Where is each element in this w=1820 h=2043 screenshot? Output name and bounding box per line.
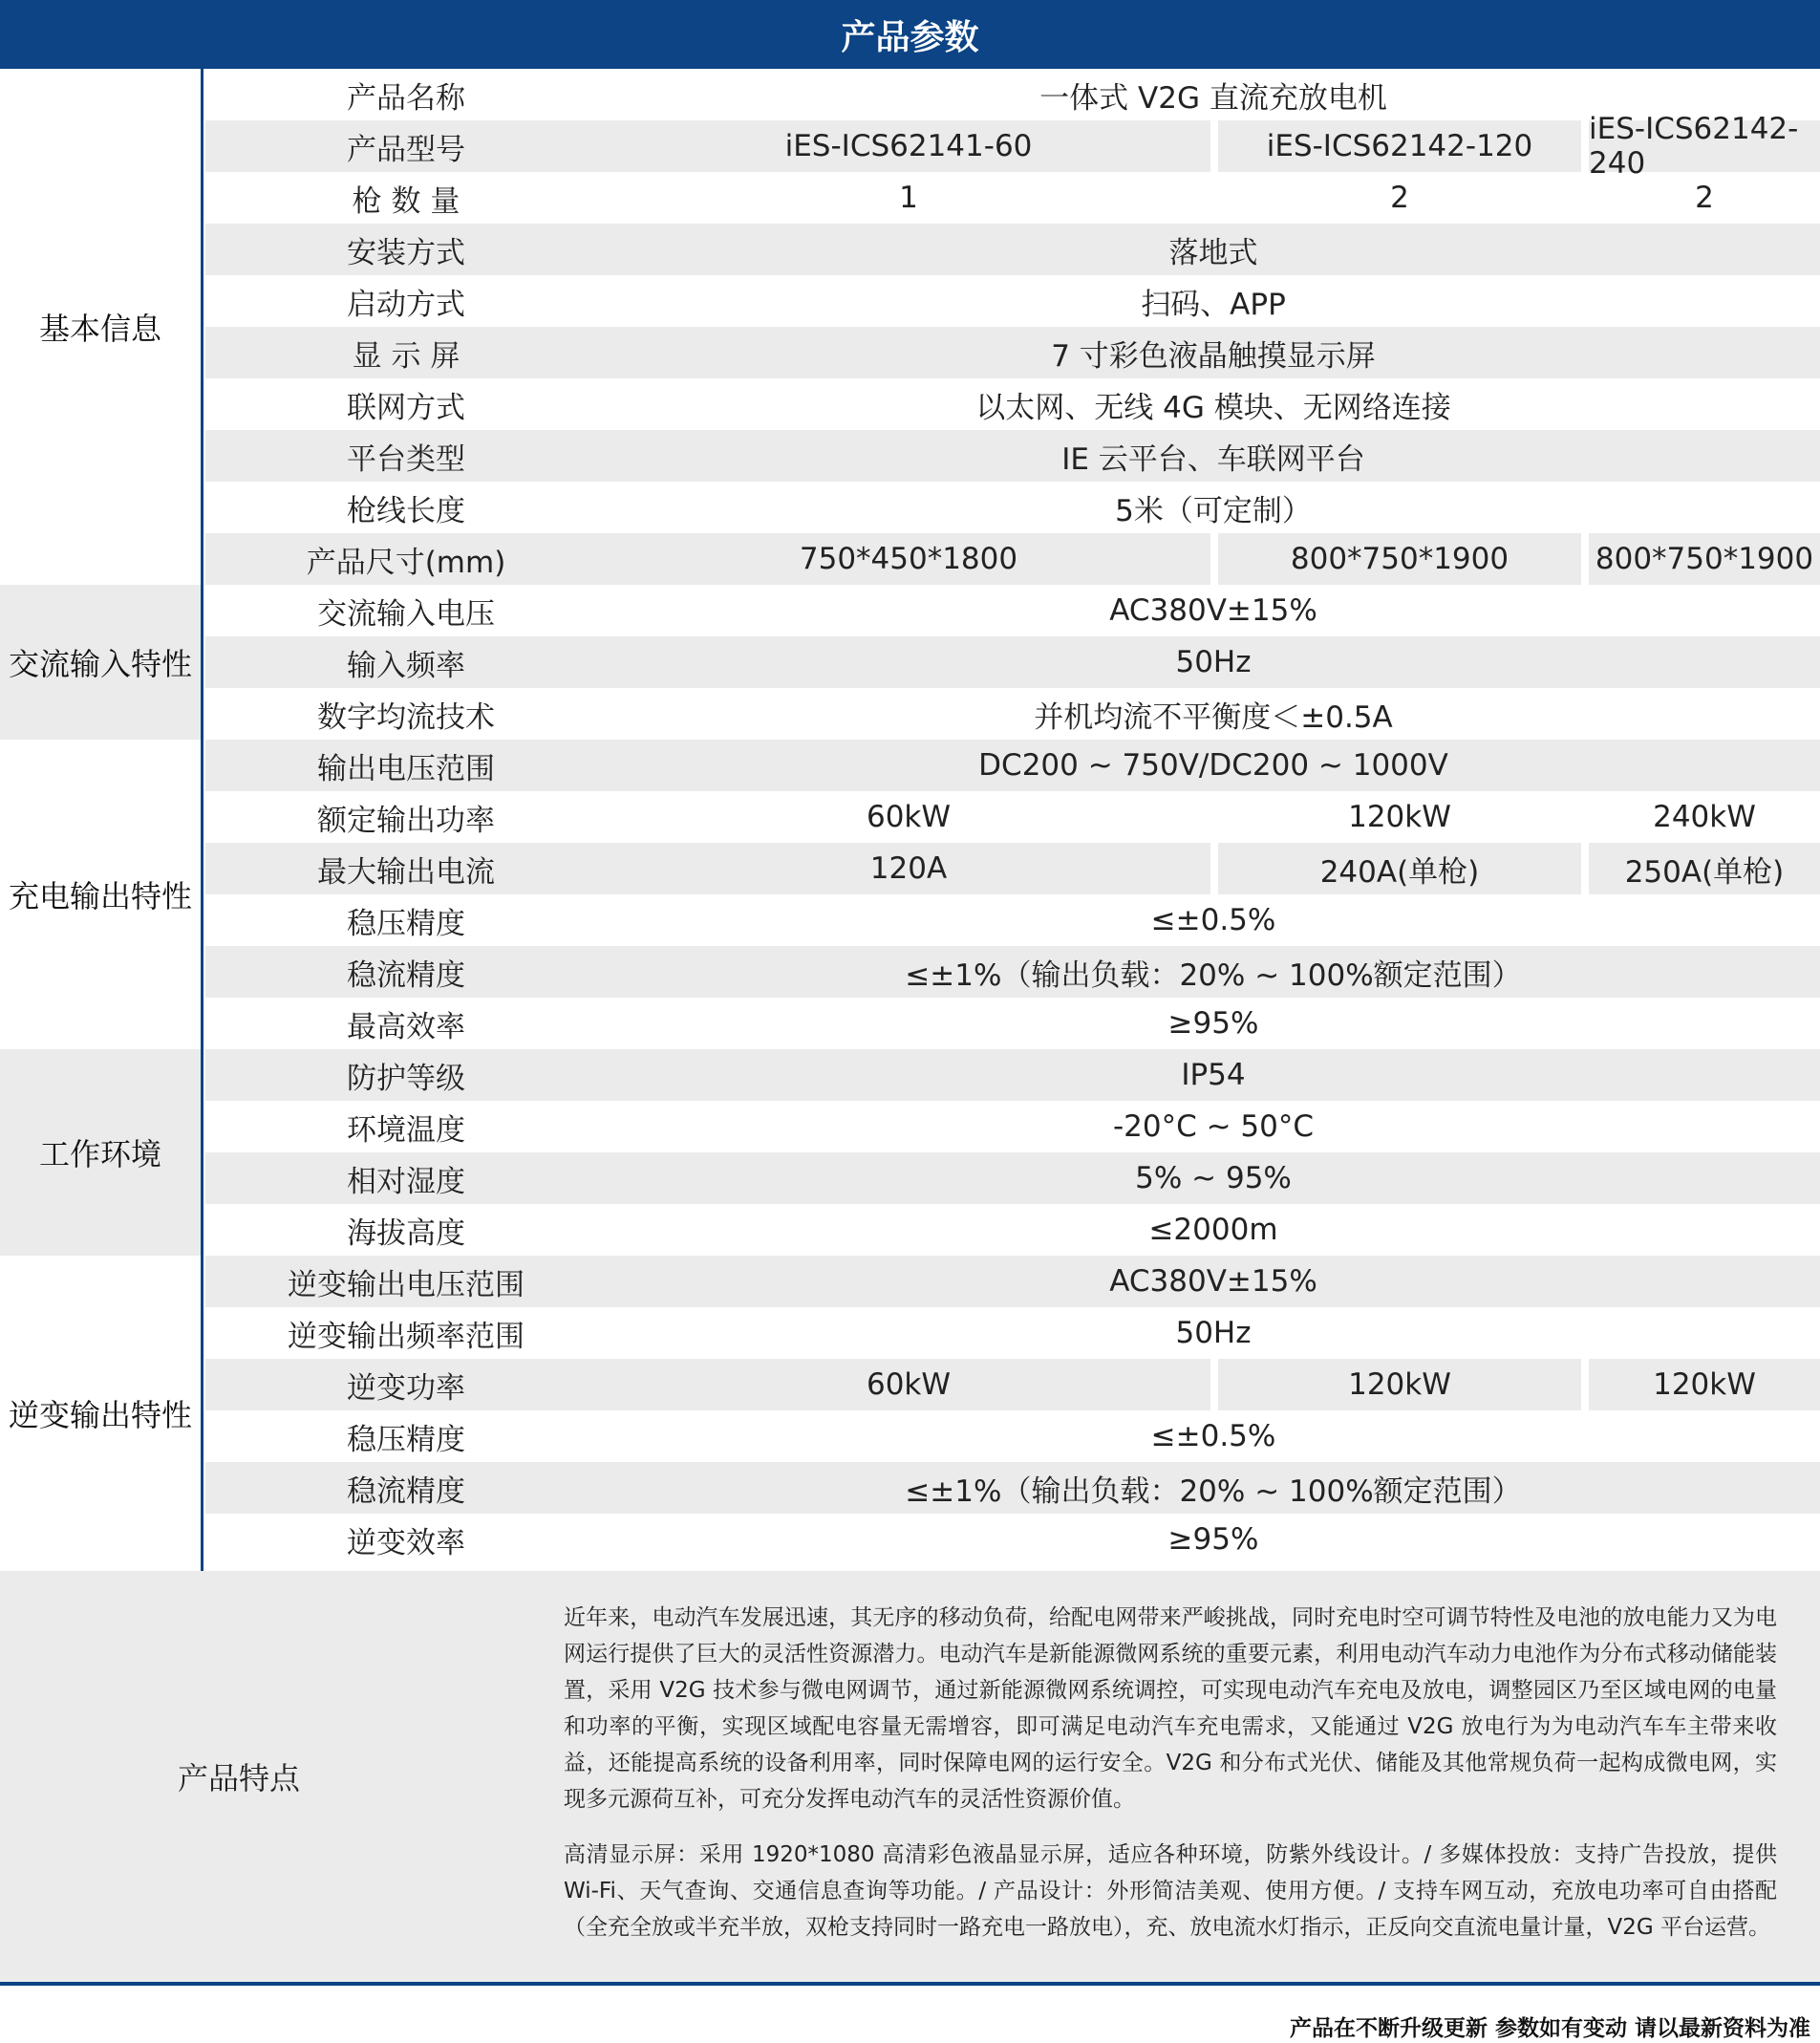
param-value: 一体式 V2G 直流充放电机 — [1039, 80, 1387, 116]
param-label: 相对湿度 — [347, 1164, 465, 1199]
product-features — [0, 1571, 1820, 1986]
category-charge-output: 充电输出特性 — [0, 740, 203, 1049]
table-row — [205, 1152, 1820, 1204]
param-value: ≤±1%（输出负载：20% ~ 100%额定范围） — [905, 1473, 1522, 1509]
table-row — [205, 1359, 1820, 1410]
table-row — [205, 1256, 1820, 1307]
param-label: 启动方式 — [347, 287, 465, 322]
param-value-model-3: 120kW — [1653, 1367, 1756, 1402]
table-row — [205, 740, 1820, 791]
table-row — [205, 430, 1820, 482]
param-label: 安装方式 — [347, 235, 465, 270]
param-value: ≥95% — [1167, 1522, 1259, 1557]
category-basic-info: 基本信息 — [0, 69, 203, 585]
column-divider — [1210, 120, 1218, 172]
param-value: ≥95% — [1167, 1006, 1259, 1041]
param-value: ≤±1%（输出负载：20% ~ 100%额定范围） — [905, 957, 1522, 993]
param-value-model-1: 750*450*1800 — [799, 542, 1018, 576]
column-divider — [1581, 843, 1589, 894]
param-label: 交流输入电压 — [317, 596, 495, 632]
param-value: 7 寸彩色液晶触摸显示屏 — [1051, 338, 1376, 374]
param-value-model-2: 2 — [1390, 181, 1409, 215]
features-paragraph-2: 高清显示屏：采用 1920*1080 高清彩色液晶显示屏，适应各种环境，防紫外线设计。/ 多媒体投放：支持广告投放，提供 Wi-Fi、天气查询、交通信息查询等功能。/ 产品设计：外形简洁美观、使用方便。/ 支持车网互动，充放电功率可自由搭配（全充全放或半充半放，双枪支持同时一路充电一路放电），充、放电流水灯指示，正反向交直流电量计量，V2G 平台运营。 — [564, 1842, 1777, 1940]
param-label: 逆变输出电压范围 — [288, 1267, 525, 1302]
table-row — [205, 1049, 1820, 1101]
table-row — [205, 1307, 1820, 1359]
param-label: 枪 数 量 — [352, 183, 460, 219]
param-value: 5% ~ 95% — [1135, 1161, 1292, 1195]
category-environment: 工作环境 — [0, 1049, 203, 1256]
param-value-model-2: 120kW — [1348, 800, 1451, 834]
param-value: IE 云平台、车联网平台 — [1061, 441, 1365, 477]
param-label: 额定输出功率 — [317, 803, 495, 838]
table-row — [205, 843, 1820, 894]
table-row — [205, 482, 1820, 533]
table-row — [205, 1204, 1820, 1256]
param-label: 最大输出电流 — [317, 854, 495, 890]
param-value-model-3: 800*750*1900 — [1595, 542, 1814, 576]
param-value-model-2: iES-ICS62142-120 — [1266, 129, 1533, 163]
param-value: AC380V±15% — [1109, 593, 1317, 628]
features-label: 产品特点 — [177, 1760, 300, 1796]
param-value: 50Hz — [1175, 1316, 1252, 1350]
param-value: -20°C ~ 50°C — [1112, 1109, 1315, 1144]
param-value: IP54 — [1181, 1058, 1246, 1092]
param-value: ≤±0.5% — [1150, 1419, 1276, 1453]
table-row — [205, 1410, 1820, 1462]
param-value: ≤2000m — [1148, 1213, 1278, 1247]
table-row — [205, 112, 1820, 181]
column-divider — [1581, 1359, 1589, 1410]
param-value-model-2: 800*750*1900 — [1290, 542, 1510, 576]
column-divider — [1581, 533, 1589, 585]
param-value: DC200 ~ 750V/DC200 ~ 1000V — [978, 748, 1448, 783]
param-label: 显 示 屏 — [352, 338, 460, 374]
param-label: 稳压精度 — [347, 906, 465, 941]
table-row — [205, 172, 1820, 224]
param-label: 联网方式 — [347, 390, 465, 425]
param-label: 逆变输出频率范围 — [288, 1319, 525, 1354]
param-value-model-1: 1 — [899, 181, 918, 215]
table-row — [205, 224, 1820, 275]
table-row — [205, 946, 1820, 998]
param-value: 5米（可定制） — [1115, 493, 1312, 528]
footer-note: 产品在不断升级更新 参数如有变动 请以最新资料为准 — [1289, 2016, 1810, 2041]
param-label: 平台类型 — [347, 441, 465, 477]
param-value-model-1: iES-ICS62141-60 — [784, 129, 1033, 163]
column-divider — [1581, 172, 1589, 224]
param-label: 输出电压范围 — [317, 751, 495, 786]
table-row — [205, 533, 1820, 585]
param-value: 以太网、无线 4G 模块、无网络连接 — [975, 390, 1451, 425]
param-value-model-2: 240A(单枪) — [1319, 854, 1480, 890]
param-value-model-1: 60kW — [866, 800, 952, 834]
param-label: 输入频率 — [347, 648, 465, 683]
param-label: 产品型号 — [347, 132, 465, 167]
table-row — [205, 998, 1820, 1049]
column-divider — [1210, 533, 1218, 585]
column-divider — [1210, 1359, 1218, 1410]
param-value: 并机均流不平衡度＜±0.5A — [1034, 699, 1393, 735]
param-label: 稳流精度 — [347, 957, 465, 993]
table-row — [205, 791, 1820, 843]
column-divider — [1210, 172, 1218, 224]
param-value: 扫码、APP — [1141, 287, 1286, 322]
param-value: AC380V±15% — [1109, 1264, 1317, 1299]
category-inverter-output: 逆变输出特性 — [0, 1256, 203, 1571]
param-label: 环境温度 — [347, 1112, 465, 1148]
table-row — [205, 585, 1820, 636]
param-value-model-2: 120kW — [1348, 1367, 1451, 1402]
features-paragraph-1: 近年来，电动汽车发展迅速，其无序的移动负荷，给配电网带来严峻挑战，同时充电时空可调节特性及电池的放电能力又为电网运行提供了巨大的灵活性资源潜力。电动汽车是新能源微网系统的重要元素，利用电动汽车动力电池作为分布式移动储能装置，采用 V2G 技术参与微电网调节，通过新能源微网系统调控，可实现电动汽车充电及放电，调整园区乃至区域电网的电量和功率的平衡，实现区域配电容量无需增容，即可满足电动汽车充电需求，又能通过 V2G 放电行为为电动汽车车主带来收益，还能提高系统的设备利用率，同时保障电网的运行安全。V2G 和分布式光伏、储能及其他常规负荷一起构成微电网，实现多元源荷互补，可充分发挥电动汽车的灵活性资源价值。 — [564, 1605, 1777, 1812]
table-row — [205, 894, 1820, 946]
column-divider — [1581, 791, 1589, 843]
param-label: 防护等级 — [347, 1061, 465, 1096]
param-label: 稳压精度 — [347, 1422, 465, 1457]
column-divider — [1210, 791, 1218, 843]
table-row — [205, 1514, 1820, 1565]
column-divider — [1581, 120, 1589, 172]
param-label: 枪线长度 — [347, 493, 465, 528]
param-value-model-3: 2 — [1695, 181, 1714, 215]
param-label: 稳流精度 — [347, 1473, 465, 1509]
column-divider — [1210, 843, 1218, 894]
param-value: 50Hz — [1175, 645, 1252, 679]
table-row — [205, 1101, 1820, 1152]
param-value-model-1: 60kW — [866, 1367, 952, 1402]
table-row — [205, 327, 1820, 378]
param-label: 最高效率 — [347, 1009, 465, 1044]
table-row — [205, 275, 1820, 327]
param-label: 数字均流技术 — [317, 699, 495, 735]
param-value: ≤±0.5% — [1150, 903, 1276, 937]
param-value: 落地式 — [1168, 235, 1258, 270]
category-ac-input: 交流输入特性 — [0, 585, 203, 740]
param-label: 产品尺寸(mm) — [306, 545, 506, 580]
table-row — [205, 69, 1820, 120]
page-title: 产品参数 — [0, 0, 1820, 69]
table-row — [205, 1462, 1820, 1514]
param-value-model-3: 250A(单枪) — [1624, 854, 1785, 890]
table-row — [205, 636, 1820, 688]
param-value-model-3: iES-ICS62142-240 — [1589, 112, 1799, 181]
param-label: 逆变功率 — [347, 1370, 465, 1406]
table-row — [205, 688, 1820, 740]
table-row — [205, 378, 1820, 430]
param-label: 产品名称 — [347, 80, 465, 116]
param-label: 海拔高度 — [347, 1215, 465, 1251]
param-value-model-1: 120A — [869, 851, 948, 886]
param-value-model-3: 240kW — [1653, 800, 1756, 834]
param-label: 逆变效率 — [347, 1525, 465, 1560]
spec-table — [0, 69, 1820, 1571]
